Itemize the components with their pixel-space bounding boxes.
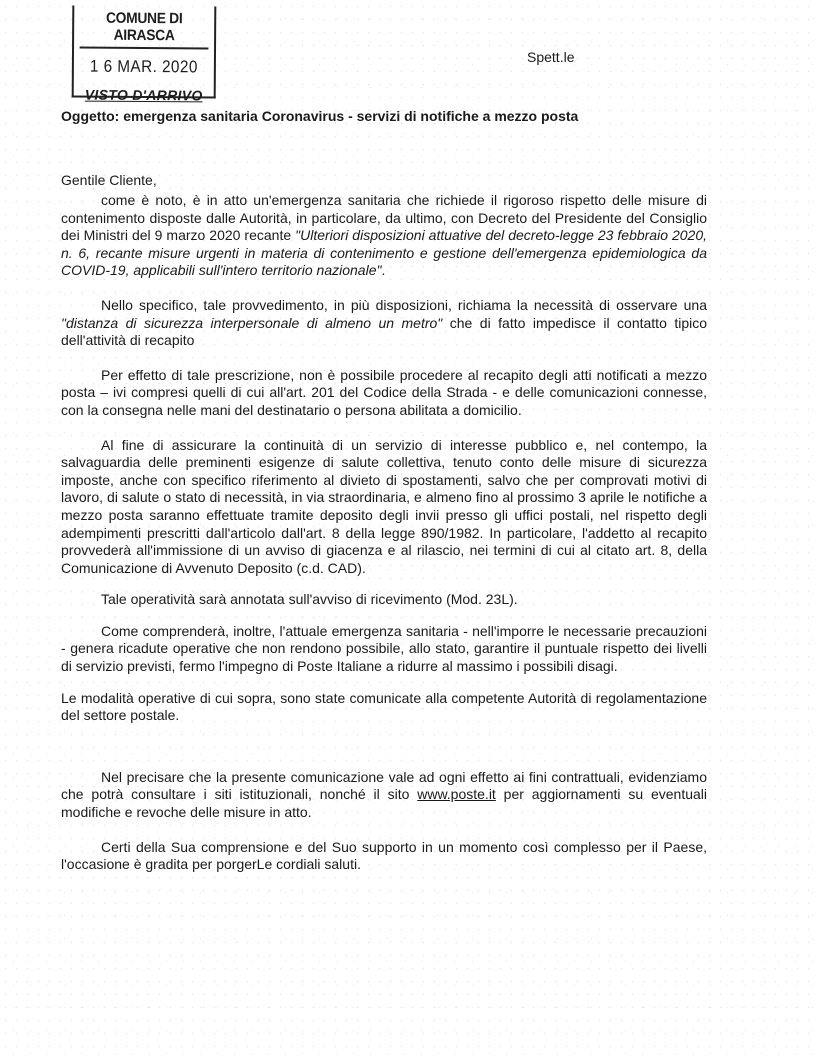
- paragraph-1: [61, 192, 707, 280]
- poste-website-link[interactable]: www.poste.it: [417, 786, 496, 803]
- stamp-date: 1 6 MAR. 2020: [89, 56, 198, 77]
- paragraph-8-end: per aggiornamenti su eventuali modifiche e revoche delle misure in atto.: [61, 786, 708, 821]
- paragraph-3: Per effetto di tale prescrizione, non è possibile procedere al recapito degli atti notificati a mezzo posta – ivi compresi quelli di cui all'art. 201 del Codice della Strada - e delle comunicazioni connesse, con la consegna nelle mani del destinatario o persona abilitata a domicilio.: [61, 366, 707, 418]
- paragraph-8: [61, 769, 707, 822]
- greeting: Gentile Cliente,: [61, 172, 157, 188]
- decree-title-quote: "Ulteriori disposizioni attuative del decreto-legge 23 febbraio 2020, n. 6, recante misure urgenti in materia di contenimento e gestione dell'emergenza epidemiologica da COVID-19, applicabili sull'intero territorio nazionale": [61, 227, 708, 279]
- paragraph-9: Certi della Sua comprensione e del Suo supporto in un momento così complesso per il Paese, l'occasione è gradita per porgerLe cordiali saluti.: [61, 838, 707, 873]
- paragraph-5: Tale operatività sarà annotata sull'avviso di ricevimento (Mod. 23L).: [101, 591, 518, 608]
- paragraph-2-end: che di fatto impedisce il contatto tipico dell'attività di recapito: [61, 314, 708, 349]
- paragraph-6: Come comprenderà, inoltre, l'attuale emergenza sanitaria - nell'imporre le necessarie precauzioni - genera ricadute operative che non rendono possibile, allo stato, garantire il puntuale rispetto dei livelli di servizio previsti, fermo l'impegno di Poste Italiane a ridurre al massimo i possibili disagi.: [61, 622, 707, 675]
- paragraph-8-text: Nel precisare che la presente comunicazione vale ad ogni effetto ai fini contrattuali, evidenziamo che potrà consultare i siti istituzionali, nonché il sito: [61, 768, 707, 803]
- stamp-office: COMUNE DI AIRASCA: [80, 6, 209, 50]
- paragraph-2-text: Nello specifico, tale provvedimento, in più disposizioni, richiama la necessità di osservare una: [101, 296, 707, 313]
- distance-quote: "distanza di sicurezza interpersonale di almeno un metro": [61, 314, 443, 331]
- paragraph-1-end: .: [381, 262, 386, 279]
- paragraph-1-text: come è noto, è in atto un'emergenza sanitaria che richiede il rigoroso rispetto delle misure di contenimento disposte dalle Autorità, in particolare, da ultimo, con Decreto del Presidente del Consiglio dei Ministri del 9 marzo 2020 recante: [61, 192, 707, 244]
- paragraph-7: Le modalità operative di cui sopra, sono state comunicate alla competente Autorità di regolamentazione del settore postale.: [61, 689, 707, 724]
- letter-subject: Oggetto: emergenza sanitaria Coronavirus - servizi di notifiche a mezzo posta: [61, 108, 579, 124]
- arrival-stamp: [72, 5, 217, 104]
- letter-body: [61, 192, 707, 874]
- stamp-label: VISTO D'ARRIVO: [84, 86, 203, 104]
- paragraph-2: [61, 297, 707, 350]
- recipient-salutation: Spett.le: [527, 49, 575, 65]
- paragraph-4: Al fine di assicurare la continuità di un servizio di interesse pubblico e, nel contempo, la salvaguardia delle preminenti esigenze di salute collettiva, tenuto conto delle misure di sicurezza imposte, anche con specifico riferimento al divieto di spostamenti, salvo che per comprovati motivi di lavoro, di salute o stato di necessità, in via straordinaria, e almeno fino al prossimo 3 aprile le notifiche a mezzo posta saranno effettuate tramite deposito degli invii presso gli uffici postali, nel rispetto degli adempimenti prescritti dall'articolo dall'art. 8 della legge 890/1982. In particolare, l'addetto al recapito provvederà all'immissione di un avviso di giacenza e al rilascio, nei termini di cui al citato art. 8, della Comunicazione di Avvenuto Deposito (c.d. CAD).: [61, 436, 707, 576]
